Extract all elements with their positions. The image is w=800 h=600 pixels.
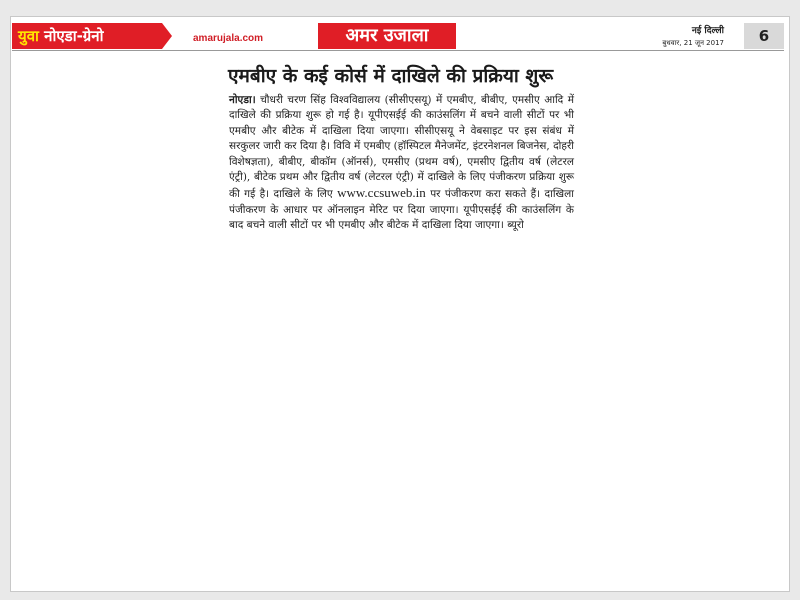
- article-website: www.ccsuweb.in: [337, 185, 426, 201]
- section-tag: [12, 23, 162, 49]
- newspaper-logo: अमर उजाला: [318, 23, 456, 49]
- site-url: amarujala.com: [193, 33, 264, 44]
- article-body-part2: पर पंजीकरण करा सकते हैं। दाखिला पंजीकरण के आधार पर ऑनलाइन मेरिट पर दिया जाएगा। यूपीएसईई की काउंसलिंग के बाद बचने वाली सीटों पर भी एमबीए और बीटेक में दाखिला दिया जाएगा। ब्यूरो: [229, 188, 574, 232]
- section-tag-place: नोएडा-ग्रेनो: [38, 27, 104, 45]
- header-divider: [12, 50, 784, 51]
- section-tag-arrow: [162, 23, 172, 49]
- article-headline: एमबीए के कई कोर्स में दाखिले की प्रक्रिया शुरू: [228, 65, 554, 87]
- section-tag-yuva: युवा: [18, 27, 39, 45]
- edition-info: [662, 25, 724, 49]
- edition-date: बुधवार, 21 जून 2017: [662, 39, 724, 47]
- article-body: [229, 93, 574, 234]
- edition-city: नई दिल्ली: [691, 26, 724, 36]
- page-number: 6: [744, 23, 784, 49]
- article-dateline: नोएडा।: [229, 94, 256, 106]
- article-body-part1: चौधरी चरण सिंह विश्वविद्यालय (सीसीएसयू) में एमबीए, बीबीए, एमसीए आदि में दाखिले की प्रक्रिया शुरू हो गई है। यूपीएसईई की काउंसलिंग में बचने वाली सीटों पर भी एमबीए और बीटेक में दाखिला दिया जाएगा। सीसीएसयू ने वेबसाइट पर इस संबंध में सरकुलर जारी कर दिया है। विवि में एमबीए (हॉस्पिटल मैनेजमेंट, इंटरनेशनल बिजनेस, दोहरी विशेषज्ञता), बीबीए, बीकॉम (ऑनर्स), एमसीए (प्रथम वर्ष), एमसीए द्वितीय वर्ष (लेटरल एंट्री), बीटेक प्रथम और द्वितीय वर्ष (लेटरल एंट्री) में दाखिले के लिए पंजीकरण प्रक्रिया शुरू की गई है। दाखिले के लिए: [229, 94, 574, 201]
